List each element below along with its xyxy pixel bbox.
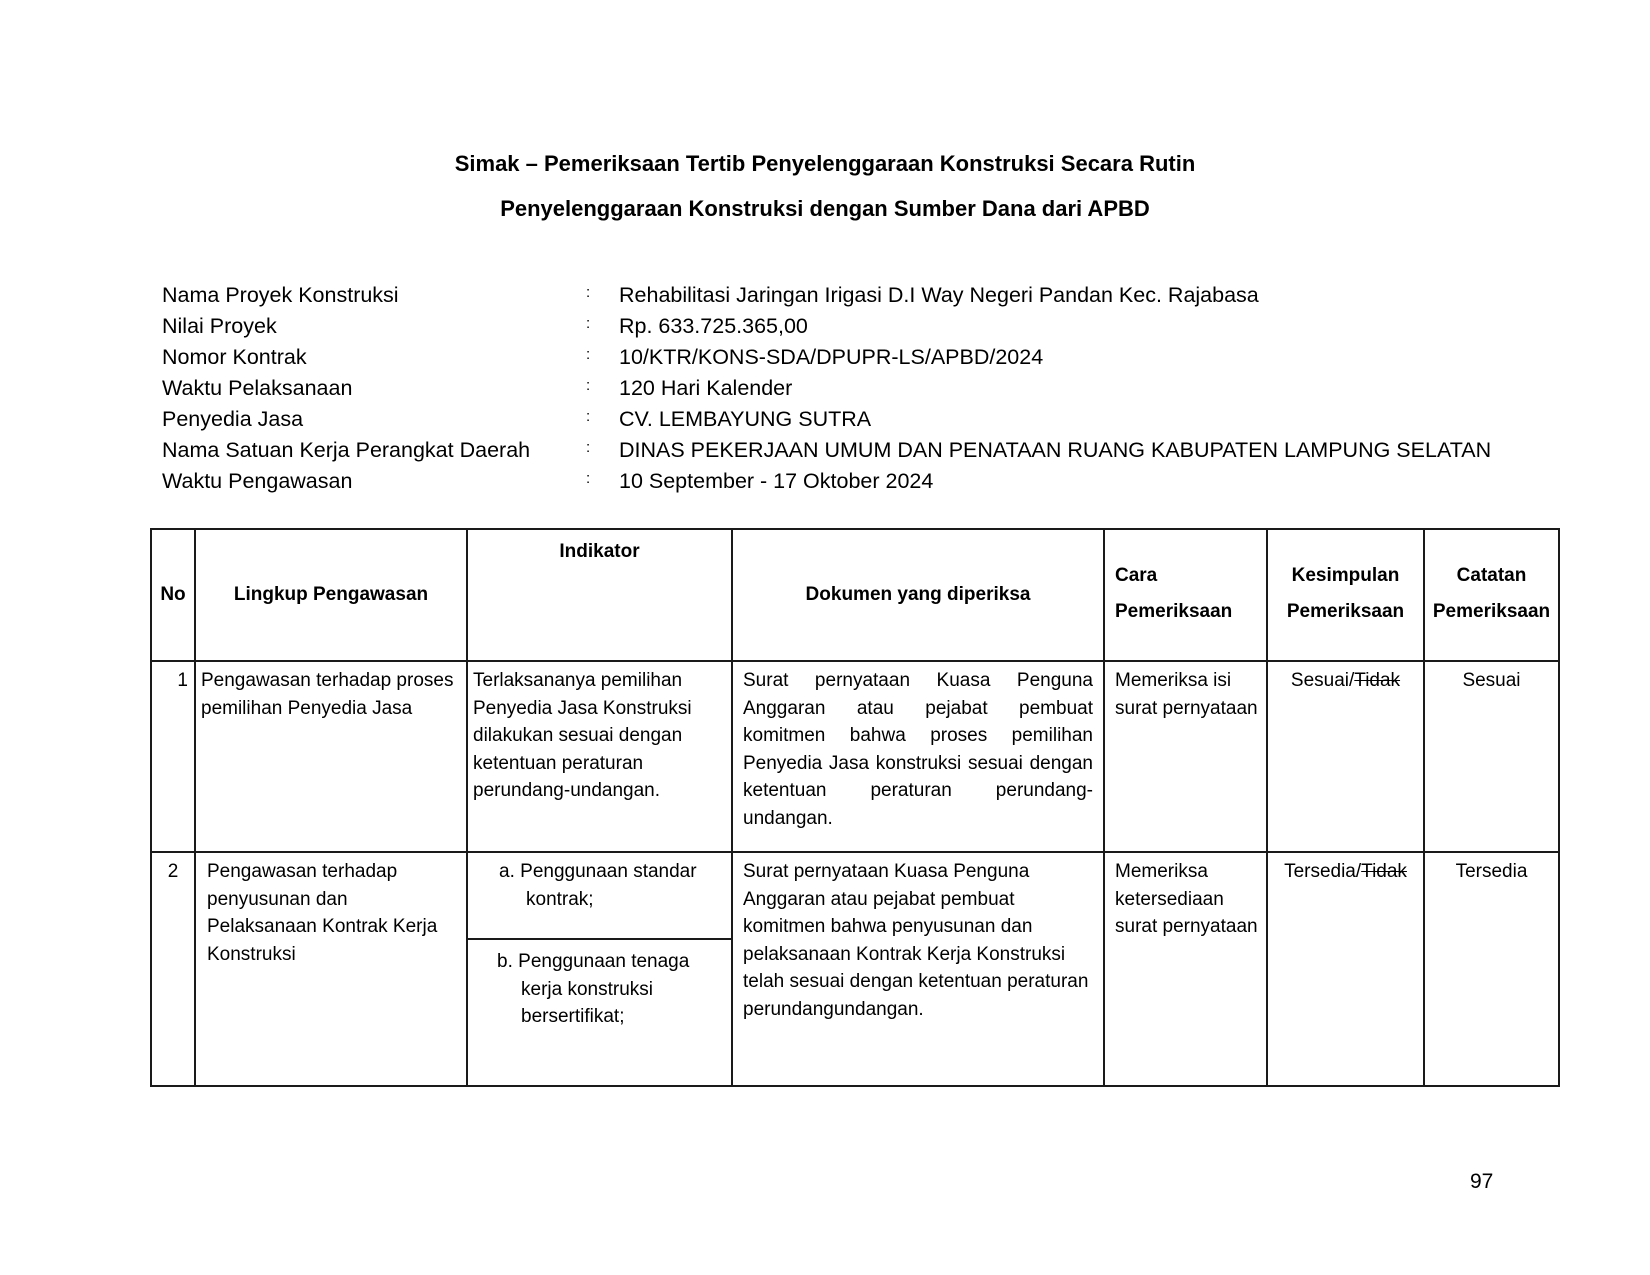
info-label: Nama Satuan Kerja Perangkat Daerah — [162, 438, 531, 462]
indikator-a-line1: Penggunaan standar — [520, 861, 697, 882]
header-catatan-label — [1425, 530, 1558, 630]
info-value: CV. LEMBAYUNG SUTRA — [619, 407, 872, 431]
kesimpulan-text — [1268, 853, 1423, 886]
info-label: Waktu Pelaksanaan — [162, 376, 353, 400]
header-kesimpulan — [1267, 529, 1424, 661]
catatan-text: Tersedia — [1455, 861, 1528, 882]
info-separator: : — [586, 284, 591, 301]
info-label: Penyedia Jasa — [162, 407, 304, 431]
row-number: 1 — [177, 670, 188, 691]
inspection-table — [150, 528, 1560, 1087]
indikator-text: Terlaksananya pemilihan Penyedia Jasa Konstruksi dilakukan sesuai dengan ketentuan peraturan perundang-undangan. — [473, 670, 692, 801]
cell-cara — [1104, 852, 1267, 1086]
kesimpulan-chosen: Sesuai/ — [1290, 670, 1355, 691]
cell-indikator — [467, 661, 732, 852]
info-row-project-value — [162, 311, 1602, 342]
cell-lingkup — [195, 661, 467, 852]
header-indikator — [467, 529, 732, 661]
header-kesimpulan-line1: Kesimpulan — [1291, 565, 1400, 586]
header-lingkup-label: Lingkup Pengawasan — [233, 584, 429, 606]
cara-text: Memeriksa ketersediaan surat pernyataan — [1115, 861, 1258, 937]
cara-text: Memeriksa isi surat pernyataan — [1115, 670, 1258, 719]
kesimpulan-struck: Tidak — [1361, 861, 1407, 882]
cell-dokumen — [732, 852, 1104, 1086]
cell-dokumen — [732, 661, 1104, 852]
info-row-project-name — [162, 280, 1602, 311]
table-row — [151, 852, 1559, 939]
header-catatan — [1424, 529, 1559, 661]
dokumen-text: Surat pernyataan Kuasa Penguna Anggaran atau pejabat pembuat komitmen bahwa penyusunan dan pelaksanaan Kontrak Kerja Konstruksi telah sesuai dengan ketentuan peraturan perundangundangan. — [743, 861, 1089, 1020]
indikator-a-line2: kontrak; — [526, 888, 594, 910]
info-separator: : — [586, 315, 591, 332]
info-label: Nama Proyek Konstruksi — [162, 283, 399, 307]
info-value: DINAS PEKERJAAN UMUM DAN PENATAAN RUANG KABUPATEN LAMPUNG SELATAN — [619, 438, 1492, 462]
header-catatan-line2: Pemeriksaan — [1432, 601, 1551, 622]
header-catatan-line1: Catatan — [1456, 565, 1527, 586]
info-label: Nomor Kontrak — [162, 345, 307, 369]
cell-kesimpulan — [1267, 661, 1424, 852]
info-separator: : — [586, 346, 591, 363]
lingkup-text: Pengawasan terhadap penyusunan dan Pelaksanaan Kontrak Kerja Konstruksi — [207, 861, 438, 965]
indikator-a-prefix: a. — [499, 861, 515, 882]
catatan-text: Sesuai — [1462, 670, 1521, 691]
info-value: Rehabilitasi Jaringan Irigasi D.I Way Negeri Pandan Kec. Rajabasa — [619, 283, 1259, 307]
header-dokumen-label: Dokumen yang diperiksa — [805, 584, 1031, 606]
info-value: Rp. 633.725.365,00 — [619, 314, 808, 338]
row-number: 2 — [167, 861, 179, 882]
info-row-service-provider — [162, 404, 1602, 435]
document-title: Simak – Pemeriksaan Tertib Penyelenggaraan Konstruksi Secara Rutin — [454, 151, 1196, 176]
info-row-execution-time — [162, 373, 1602, 404]
indikator-a — [468, 853, 731, 913]
info-value: 10/KTR/KONS-SDA/DPUPR-LS/APBD/2024 — [619, 345, 1044, 369]
page-number: 97 — [1470, 1170, 1494, 1193]
info-separator: : — [586, 377, 591, 394]
indikator-b-line1: Penggunaan tenaga — [518, 951, 690, 972]
cell-indikator-b — [467, 939, 732, 1086]
indikator-b-line3: bersertifikat; — [521, 1006, 625, 1027]
header-cara-line2: Pemeriksaan — [1115, 601, 1233, 622]
header-kesimpulan-label — [1268, 530, 1423, 630]
header-dokumen — [732, 529, 1104, 661]
project-info-block — [162, 280, 1602, 497]
dokumen-text: Surat pernyataan Kuasa Penguna Anggaran atau pejabat pembuat komitmen bahwa proses pemilihan Penyedia Jasa konstruksi sesuai dengan ketentuan peraturan perundang-undangan. — [743, 670, 1093, 829]
header-cara-line1: Cara — [1115, 565, 1158, 586]
cell-indikator-a — [467, 852, 732, 939]
cell-no — [151, 852, 195, 1086]
table-header-row — [151, 529, 1559, 661]
info-separator: : — [586, 408, 591, 425]
header-kesimpulan-line2: Pemeriksaan — [1286, 601, 1405, 622]
cell-kesimpulan — [1267, 852, 1424, 1086]
cell-cara — [1104, 661, 1267, 852]
header-cara-label — [1105, 530, 1266, 630]
indikator-b-line2: kerja konstruksi — [521, 978, 653, 1000]
header-no — [151, 529, 195, 661]
info-separator: : — [586, 439, 591, 456]
info-row-contract-number — [162, 342, 1602, 373]
document-subtitle: Penyelenggaraan Konstruksi dengan Sumber Dana dari APBD — [500, 196, 1150, 221]
info-value: 10 September - 17 Oktober 2024 — [619, 469, 934, 493]
header-indikator-label: Indikator — [559, 541, 640, 562]
table-row — [151, 661, 1559, 852]
indikator-b-prefix: b. — [497, 951, 513, 972]
cell-catatan — [1424, 852, 1559, 1086]
info-row-work-unit — [162, 435, 1602, 466]
cell-lingkup — [195, 852, 467, 1086]
info-value: 120 Hari Kalender — [619, 376, 793, 400]
info-label: Waktu Pengawasan — [162, 469, 353, 493]
kesimpulan-struck: Tidak — [1354, 670, 1401, 691]
cell-catatan — [1424, 661, 1559, 852]
header-lingkup — [195, 529, 467, 661]
lingkup-text: Pengawasan terhadap proses pemilihan Penyedia Jasa — [201, 670, 454, 719]
info-separator: : — [586, 470, 591, 487]
header-no-label: No — [160, 584, 186, 606]
kesimpulan-text — [1268, 662, 1423, 695]
cell-no — [151, 661, 195, 852]
kesimpulan-chosen: Tersedia/ — [1284, 861, 1362, 882]
header-cara — [1104, 529, 1267, 661]
info-label: Nilai Proyek — [162, 314, 277, 338]
info-row-supervision-time — [162, 466, 1602, 497]
indikator-b — [468, 940, 731, 1031]
